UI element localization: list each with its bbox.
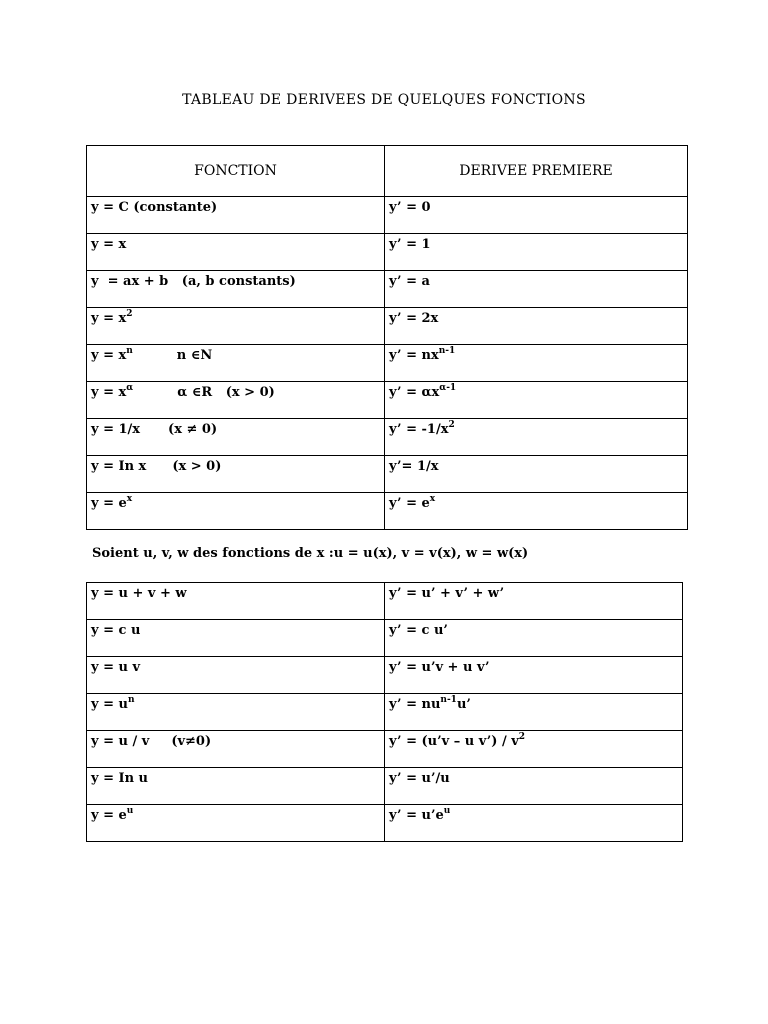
function-text: y = e — [91, 496, 127, 511]
function-cell — [87, 731, 385, 768]
derivative-text: y’ = nx — [389, 348, 439, 363]
function-cell — [87, 620, 385, 657]
derivative-cell — [385, 234, 688, 271]
derivative-exponent: n-1 — [438, 346, 456, 356]
derivative-cell — [385, 583, 683, 620]
derivative-text: y’ = u’ + v’ + w’ — [389, 586, 505, 601]
function-cell — [87, 382, 385, 419]
function-exponent: 2 — [126, 309, 133, 319]
derivative-text: y’ = e — [389, 496, 430, 511]
function-text: y = x — [91, 385, 127, 400]
derivative-text: y’ = u’v + u v’ — [389, 660, 490, 675]
intro-text: Soient u, v, w des fonctions de x :u = u(x), v = v(x), w = w(x) — [92, 546, 529, 561]
derivative-text: y’ = u’e — [389, 808, 444, 823]
header-derivee: DERIVEE PREMIERE — [385, 146, 688, 197]
derivative-cell — [385, 308, 688, 345]
table-row — [87, 271, 688, 308]
function-condition: n ∈N — [176, 348, 213, 363]
function-exponent: n — [126, 346, 133, 356]
table-row — [87, 583, 683, 620]
derivative-cell — [385, 805, 683, 842]
function-cell — [87, 419, 385, 456]
header-fonction: FONCTION — [87, 146, 385, 197]
function-cell — [87, 456, 385, 493]
derivative-text: y’ = 0 — [389, 200, 431, 215]
function-cell — [87, 657, 385, 694]
derivative-cell — [385, 620, 683, 657]
function-cell — [87, 271, 385, 308]
derivative-text: y’ = u’/u — [389, 771, 450, 786]
function-condition: α ∈R (x > 0) — [177, 385, 275, 400]
table-row — [87, 493, 688, 530]
function-text: y = x — [91, 237, 127, 252]
derivative-cell — [385, 731, 683, 768]
function-text: y = c u — [91, 623, 141, 638]
function-condition: (v≠0) — [171, 734, 212, 749]
function-text: y = u v — [91, 660, 141, 675]
function-text: y = x — [91, 348, 127, 363]
table-row — [87, 456, 688, 493]
derivative-cell — [385, 768, 683, 805]
derivative-text: y’ = -1/x — [389, 422, 449, 437]
function-text: y = u + v + w — [91, 586, 187, 601]
derivative-tail: u’ — [456, 697, 471, 712]
derivative-text: y’ = a — [389, 274, 430, 289]
function-text: y = u — [91, 697, 128, 712]
function-cell — [87, 694, 385, 731]
table-row — [87, 657, 683, 694]
derivative-text: y’ = (u’v – u v’) / v — [389, 734, 519, 749]
derivative-cell — [385, 197, 688, 234]
table-row — [87, 805, 683, 842]
derivative-cell — [385, 419, 688, 456]
table-row — [87, 345, 688, 382]
table-row — [87, 197, 688, 234]
table-row — [87, 768, 683, 805]
function-condition: (x ≠ 0) — [168, 422, 218, 437]
derivative-exponent: x — [429, 494, 436, 504]
composite-derivatives-table — [86, 582, 683, 842]
function-text: y = x — [91, 311, 127, 326]
derivative-text: y’ = 2x — [389, 311, 439, 326]
function-exponent: u — [126, 806, 134, 816]
derivative-text: y’= 1/x — [389, 459, 439, 474]
function-text: y = 1/x — [91, 422, 141, 437]
derivative-exponent: 2 — [448, 420, 455, 430]
function-cell — [87, 308, 385, 345]
derivative-exponent: 2 — [518, 732, 526, 742]
derivative-text: y’ = nu — [389, 697, 441, 712]
function-text: y = ax + b (a, b constants) — [91, 274, 296, 289]
derivatives-table — [86, 145, 688, 530]
function-exponent: n — [127, 695, 135, 705]
derivative-text: y’ = 1 — [389, 237, 431, 252]
derivative-text: y’ = αx — [389, 385, 440, 400]
derivative-exponent: u — [443, 806, 451, 816]
page-title: TABLEAU DE DERIVEES DE QUELQUES FONCTIONS — [182, 92, 586, 108]
function-cell — [87, 345, 385, 382]
derivative-text: y’ = c u’ — [389, 623, 448, 638]
table-row — [87, 382, 688, 419]
derivative-cell — [385, 345, 688, 382]
function-text: y = C (constante) — [91, 200, 218, 215]
derivative-cell — [385, 271, 688, 308]
table-row — [87, 731, 683, 768]
function-text: y = In x — [91, 459, 147, 474]
table-row — [87, 419, 688, 456]
table-row — [87, 620, 683, 657]
function-cell — [87, 768, 385, 805]
table-header-row — [87, 146, 688, 197]
function-cell — [87, 583, 385, 620]
derivative-exponent: n-1 — [440, 695, 457, 705]
derivative-cell — [385, 694, 683, 731]
function-cell — [87, 805, 385, 842]
function-cell — [87, 234, 385, 271]
derivative-cell — [385, 456, 688, 493]
function-text: y = u / v — [91, 734, 150, 749]
derivative-cell — [385, 493, 688, 530]
table-row — [87, 308, 688, 345]
table-row — [87, 234, 688, 271]
function-text: y = In u — [91, 771, 149, 786]
function-cell — [87, 493, 385, 530]
table-row — [87, 694, 683, 731]
function-exponent: x — [126, 494, 133, 504]
derivative-cell — [385, 657, 683, 694]
derivative-exponent: α-1 — [439, 383, 457, 393]
derivative-cell — [385, 382, 688, 419]
function-cell — [87, 197, 385, 234]
function-condition: (x > 0) — [172, 459, 222, 474]
function-exponent: α — [126, 383, 134, 393]
function-text: y = e — [91, 808, 127, 823]
